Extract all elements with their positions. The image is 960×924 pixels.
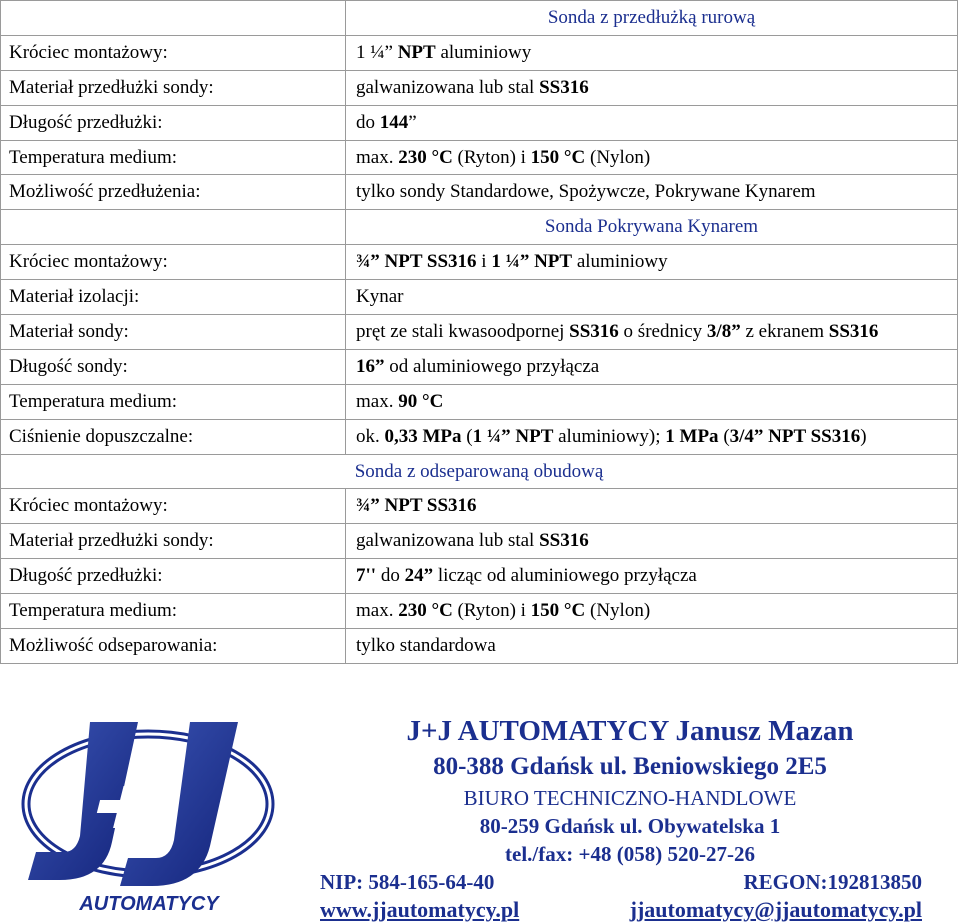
row-value: ¾” NPT SS316 <box>346 489 958 524</box>
row-value: tylko sondy Standardowe, Spożywcze, Pokrywane Kynarem <box>346 175 958 210</box>
company-info <box>300 712 960 924</box>
row-label: Długość przedłużki: <box>1 559 346 594</box>
row-label: Ciśnienie dopuszczalne: <box>1 419 346 454</box>
table-row <box>1 245 958 280</box>
row-value: 1 ¼” NPT aluminiowy <box>346 35 958 70</box>
row-label: Króciec montażowy: <box>1 489 346 524</box>
row-value: Kynar <box>346 280 958 315</box>
table-row <box>1 70 958 105</box>
registration-row <box>300 868 960 896</box>
table-row <box>1 349 958 384</box>
row-value: 7'' do 24” licząc od aluminiowego przyłącza <box>346 559 958 594</box>
row-value: do 144” <box>346 105 958 140</box>
table-row <box>1 419 958 454</box>
section-title: Sonda z odseparowaną obudową <box>1 454 958 489</box>
table-row <box>1 524 958 559</box>
row-value: ok. 0,33 MPa (1 ¼” NPT aluminiowy); 1 MPa (3/4” NPT SS316) <box>346 419 958 454</box>
regon: REGON:192813850 <box>743 870 922 894</box>
table-row <box>1 594 958 629</box>
row-value: max. 230 °C (Ryton) i 150 °C (Nylon) <box>346 594 958 629</box>
row-value: 16” od aluminiowego przyłącza <box>346 349 958 384</box>
row-label: Króciec montażowy: <box>1 245 346 280</box>
row-label: Materiał przedłużki sondy: <box>1 524 346 559</box>
section-title: Sonda Pokrywana Kynarem <box>346 210 958 245</box>
row-label: Materiał przedłużki sondy: <box>1 70 346 105</box>
table-row <box>1 175 958 210</box>
jj-logo-icon <box>20 712 282 917</box>
table-row <box>1 384 958 419</box>
row-label: Temperatura medium: <box>1 594 346 629</box>
table-row <box>1 315 958 350</box>
section-header <box>1 454 958 489</box>
company-logo <box>20 712 282 917</box>
row-value: galwanizowana lub stal SS316 <box>346 524 958 559</box>
table-row <box>1 35 958 70</box>
company-address: 80-388 Gdańsk ul. Beniowskiego 2E5 <box>433 753 827 780</box>
row-label: Temperatura medium: <box>1 384 346 419</box>
table-row <box>1 629 958 664</box>
row-label: Temperatura medium: <box>1 140 346 175</box>
office-title: BIURO TECHNICZNO-HANDLOWE <box>463 786 797 810</box>
phone-fax: tel./fax: +48 (058) 520-27-26 <box>505 842 755 866</box>
row-value: galwanizowana lub stal SS316 <box>346 70 958 105</box>
email-link[interactable]: jjautomatycy@jjautomatycy.pl <box>629 897 922 922</box>
row-label: Możliwość odseparowania: <box>1 629 346 664</box>
website-link[interactable]: www.jjautomatycy.pl <box>320 897 520 922</box>
row-label: Materiał izolacji: <box>1 280 346 315</box>
office-address: 80-259 Gdańsk ul. Obywatelska 1 <box>479 814 781 838</box>
row-label: Możliwość przedłużenia: <box>1 175 346 210</box>
logo-text: AUTOMATYCY <box>79 893 219 915</box>
row-label: Długość sondy: <box>1 349 346 384</box>
nip: NIP: 584-165-64-40 <box>320 870 495 894</box>
table-row <box>1 105 958 140</box>
company-name: J+J AUTOMATYCY Janusz Mazan <box>406 715 854 747</box>
row-value: max. 230 °C (Ryton) i 150 °C (Nylon) <box>346 140 958 175</box>
contact-row <box>300 896 960 924</box>
table-row <box>1 280 958 315</box>
table-row <box>1 489 958 524</box>
section-header <box>1 1 958 36</box>
section-header <box>1 210 958 245</box>
row-label: Długość przedłużki: <box>1 105 346 140</box>
row-label: Króciec montażowy: <box>1 35 346 70</box>
row-value: max. 90 °C <box>346 384 958 419</box>
row-label: Materiał sondy: <box>1 315 346 350</box>
table-row <box>1 559 958 594</box>
row-value: ¾” NPT SS316 i 1 ¼” NPT aluminiowy <box>346 245 958 280</box>
table-row <box>1 140 958 175</box>
row-value: pręt ze stali kwasoodpornej SS316 o średnicy 3/8” z ekranem SS316 <box>346 315 958 350</box>
row-value: tylko standardowa <box>346 629 958 664</box>
section-title: Sonda z przedłużką rurową <box>346 1 958 36</box>
